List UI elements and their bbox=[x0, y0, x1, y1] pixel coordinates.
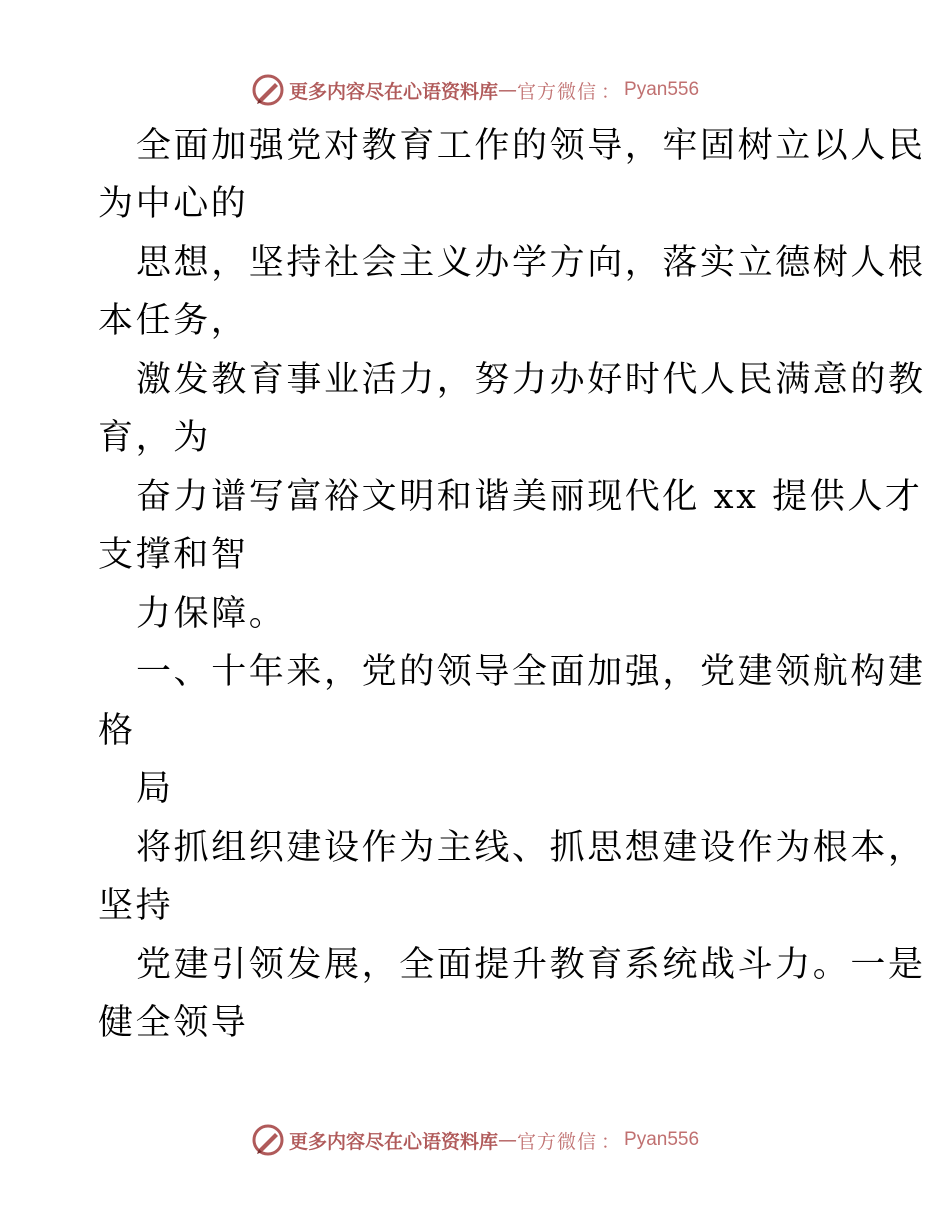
footer-banner bbox=[0, 1120, 950, 1160]
paragraph-line: 本任务， bbox=[98, 301, 249, 341]
paragraph-line: 奋力谱写富裕文明和谐美丽现代化 xx 提供人才 bbox=[136, 477, 923, 517]
banner-separator: ： bbox=[601, 1130, 621, 1153]
pen-circle-logo-icon bbox=[251, 73, 285, 107]
paragraph-line: 激发教育事业活力，努力办好时代人民满意的教 bbox=[136, 360, 926, 400]
paragraph-line: 支撑和智 bbox=[98, 535, 249, 575]
paragraph-line: 局 bbox=[136, 769, 174, 809]
banner-brand-text: 更多内容尽在心语资料库 bbox=[288, 80, 498, 103]
banner-wechat-label: 官方微信 bbox=[516, 80, 597, 103]
banner-separator: ： bbox=[601, 80, 621, 103]
paragraph-line: 党建引领发展，全面提升教育系统战斗力。一是 bbox=[136, 945, 926, 985]
pen-circle-logo-icon bbox=[251, 1123, 285, 1157]
paragraph-line: 力保障。 bbox=[136, 594, 287, 634]
paragraph-line: 将抓组织建设作为主线、抓思想建设作为根本， bbox=[136, 828, 926, 868]
banner-wechat-id: Pyan556 bbox=[624, 79, 700, 100]
paragraph-line: 育，为 bbox=[98, 418, 211, 458]
paragraph-line: 格 bbox=[98, 711, 136, 751]
paragraph-line: 思想，坚持社会主义办学方向，落实立德树人根 bbox=[136, 243, 926, 283]
header-banner bbox=[0, 70, 950, 110]
banner-dash: — bbox=[497, 79, 517, 101]
paragraph-line: 一、十年来，党的领导全面加强，党建领航构建 bbox=[136, 652, 926, 692]
paragraph-line: 健全领导 bbox=[98, 1003, 249, 1043]
paragraph-line: 为中心的 bbox=[98, 184, 249, 224]
banner-brand-text: 更多内容尽在心语资料库 bbox=[288, 1130, 498, 1153]
paragraph-line: 全面加强党对教育工作的领导，牢固树立以人民 bbox=[136, 126, 926, 166]
banner-dash: — bbox=[497, 1129, 517, 1151]
banner-wechat-label: 官方微信 bbox=[516, 1130, 597, 1153]
paragraph-line: 坚持 bbox=[98, 886, 174, 926]
banner-wechat-id: Pyan556 bbox=[624, 1129, 700, 1150]
